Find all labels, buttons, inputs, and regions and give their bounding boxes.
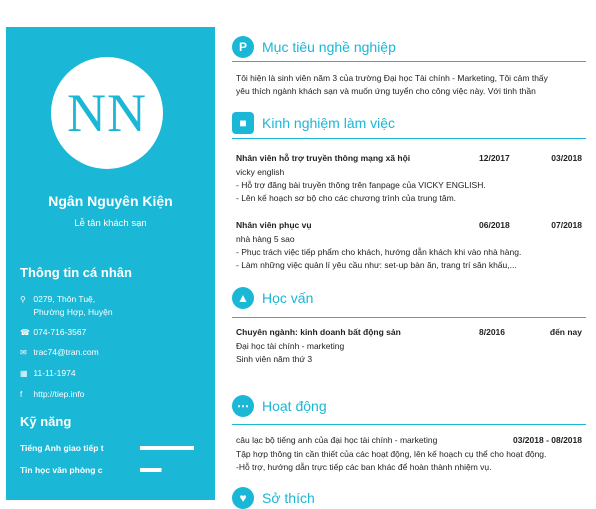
sidebar — [6, 27, 215, 500]
section-divider — [232, 317, 586, 318]
candidate-role: Lễ tân khách sạn — [74, 218, 147, 229]
section-title-experience: Kinh nghiệm làm việc — [262, 115, 396, 131]
phone-number: 074-716-3567 — [33, 327, 87, 337]
job-duty: - Hỗ trợ đăng bài truyền thông trên fanpage của VICKY ENGLISH. — [236, 180, 486, 190]
experience-entry — [236, 219, 582, 232]
facebook-icon: f — [20, 390, 23, 399]
education-end-date: đến nay — [549, 327, 582, 337]
objective-text — [236, 72, 582, 98]
phone-row — [20, 326, 86, 339]
graduation-cap-icon: ▲ — [232, 287, 254, 309]
address-line-2: Phường Hợp, Huyện — [33, 307, 113, 317]
activity-period: 03/2018 - 08/2018 — [512, 435, 582, 445]
education-details — [236, 340, 582, 366]
activity-duty: -Hỗ trợ, hướng dẫn trực tiếp các ban khác để hoàn thành nhiệm vụ. — [236, 462, 492, 472]
birthday-row — [20, 367, 76, 380]
website-row — [20, 388, 84, 401]
heart-icon: ♥ — [232, 487, 254, 509]
skill-level-bar — [140, 468, 194, 472]
envelope-icon: ✉ — [20, 348, 27, 357]
address-row — [20, 293, 113, 319]
briefcase-icon: ■ — [232, 112, 254, 134]
activity-details — [236, 448, 582, 474]
experience-details — [236, 233, 582, 272]
job-duty: - Phục trách việc tiếp phẩm cho khách, hướng dẫn khách khi vào nhà hàng. — [236, 247, 522, 257]
phone-icon: ☎ — [20, 328, 30, 337]
section-divider — [232, 61, 586, 62]
address-line-1: 0279, Thôn Tuệ, — [33, 294, 96, 304]
main-content — [232, 0, 586, 506]
skill-name: Tin học văn phòng c — [20, 465, 103, 475]
birthday: 11-11-1974 — [33, 368, 76, 378]
job-duty: - Làm những việc quản lí yêu cầu như: set-up bàn ăn, trang trí sân khấu,... — [236, 260, 517, 270]
skill-level-fill — [140, 468, 194, 472]
job-start-date: 06/2018 — [479, 220, 510, 230]
skill-name: Tiếng Anh giao tiếp t — [20, 443, 104, 453]
objective-line-2: yêu thích ngành khách sạn và muốn ứng tuyển cho công việc này. Với tinh thần — [236, 86, 536, 96]
skill-level-fill — [140, 446, 194, 450]
job-position: Nhân viên hỗ trợ truyền thông mạng xã hội — [236, 153, 411, 163]
job-end-date: 03/2018 — [551, 153, 582, 163]
education-school: Đại học tài chính - marketing — [236, 341, 345, 351]
education-entry — [236, 326, 582, 339]
chat-bubble-icon: ⋯ — [232, 395, 254, 417]
activity-duty: Tập hợp thông tin cần thiết của các hoạt động, lên kế hoạch cụ thể cho hoạt động. — [236, 449, 547, 459]
experience-details — [236, 166, 582, 205]
skill-level-bar — [140, 446, 194, 450]
activity-org: câu lạc bộ tiếng anh của đại học tài chính - marketing — [236, 435, 438, 445]
section-title-hobbies: Sở thích — [262, 490, 315, 506]
personal-info-heading: Thông tin cá nhân — [20, 265, 132, 280]
avatar — [51, 57, 163, 169]
education-start-date: 8/2016 — [479, 327, 505, 337]
section-divider — [232, 138, 586, 139]
skills-heading: Kỹ năng — [20, 414, 72, 429]
experience-entry — [236, 152, 582, 165]
objective-line-1: Tôi hiện là sinh viên năm 3 của trường Đại học Tài chính - Marketing, Tôi cảm thấy — [236, 73, 548, 83]
email-address: trac74@tran.com — [33, 347, 99, 357]
job-position: Nhân viên phục vụ — [236, 220, 312, 230]
education-major: Chuyên ngành: kinh doanh bất động sản — [236, 327, 401, 337]
pinterest-icon: P — [232, 36, 254, 58]
job-company: vicky english — [236, 167, 285, 177]
calendar-icon: ▦ — [20, 369, 28, 378]
job-end-date: 07/2018 — [551, 220, 582, 230]
job-start-date: 12/2017 — [479, 153, 510, 163]
section-title-education: Học vấn — [262, 290, 314, 306]
email-row — [20, 346, 99, 359]
avatar-initials: NN — [67, 83, 147, 143]
section-title-objective: Mục tiêu nghề nghiệp — [262, 39, 396, 55]
website-link[interactable]: http://tiep.info — [33, 389, 85, 399]
job-duty: - Lên kế hoạch sơ bộ cho các chương trình của trung tâm. — [236, 193, 457, 203]
education-note: Sinh viên năm thứ 3 — [236, 354, 313, 364]
location-pin-icon: ⚲ — [20, 295, 26, 304]
section-divider — [232, 424, 586, 425]
candidate-name: Ngân Nguyên Kiện — [48, 193, 173, 209]
job-company: nhà hàng 5 sao — [236, 234, 295, 244]
section-title-activities: Hoạt động — [262, 398, 327, 414]
activity-entry — [236, 434, 582, 447]
